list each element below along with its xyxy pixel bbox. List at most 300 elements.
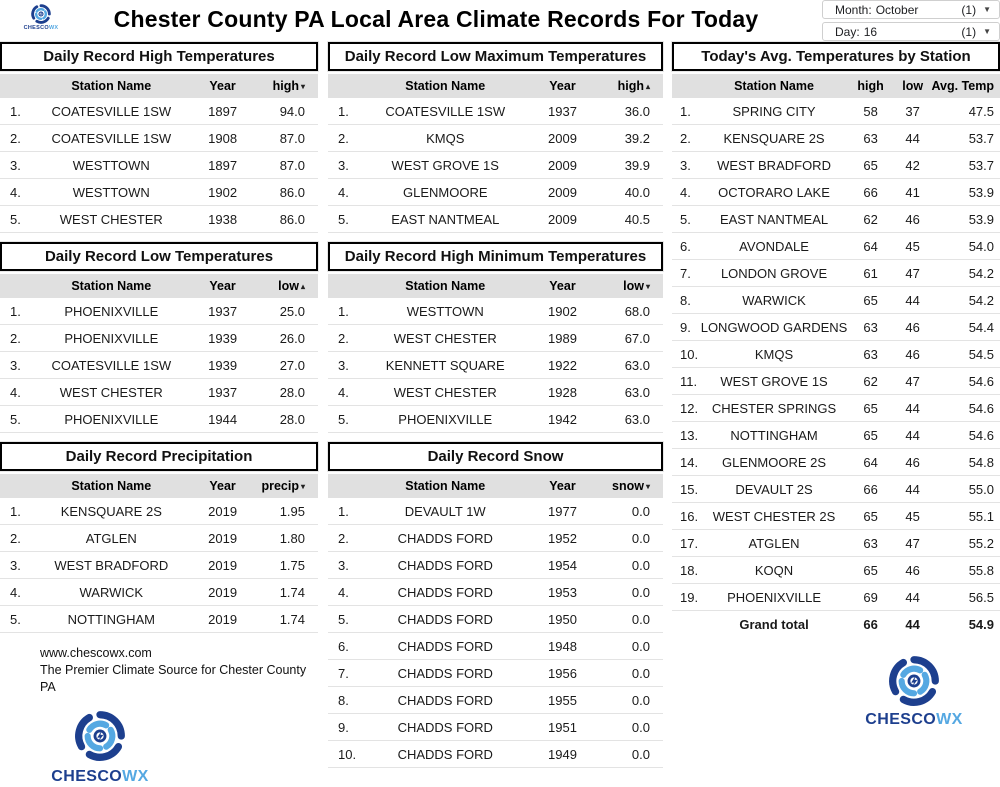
daily-record-precipitation-table [0,442,318,633]
table-cell: KENSQUARE 2S [701,125,848,152]
table-cell: 1950 [529,606,596,633]
table-cell: GLENMOORE [362,179,530,206]
table-cell: 26.0 [254,325,318,352]
day-filter-label: Day: [835,24,860,39]
table-cell: 6. [328,633,362,660]
month-filter-count: (1) [961,2,977,17]
table-cell: 44 [894,476,932,503]
table-row [328,98,663,125]
table-row [672,422,1000,449]
table-cell: 2019 [191,552,255,579]
table-cell: 5. [328,606,362,633]
table-cell: 15. [672,476,701,503]
table-cell: 3. [0,152,32,179]
table-cell: 1.74 [254,606,318,633]
column-header[interactable]: Station Name [32,474,191,498]
column-header[interactable]: high [847,74,893,98]
table-cell: 1. [672,98,701,125]
table-cell: KOQN [701,557,848,584]
table-cell: COATESVILLE 1SW [32,352,191,379]
table-cell: 28.0 [254,406,318,433]
column-header[interactable] [672,74,701,98]
table-cell: 1922 [529,352,596,379]
table-cell: 1. [0,298,32,325]
column-header[interactable]: Station Name [362,74,530,98]
table-cell: 62 [847,368,893,395]
table-cell: CHADDS FORD [362,633,530,660]
table-cell: 1977 [529,498,596,525]
table-cell: WESTTOWN [362,298,530,325]
brand-wordmark: CHESCOWX [51,767,149,785]
table-cell: CHADDS FORD [362,552,530,579]
table-cell: 6. [672,233,701,260]
table-row [328,352,663,379]
table-cell: 3. [328,552,362,579]
table-cell: 1897 [191,152,255,179]
data-table [328,474,663,768]
month-filter-label: Month: [835,2,872,17]
table-row [0,98,318,125]
column-header[interactable] [328,474,362,498]
table-cell: 1.74 [254,579,318,606]
table-row [0,298,318,325]
column-header[interactable]: high ▴ [596,74,663,98]
table-cell: 53.9 [931,206,1000,233]
column-header[interactable]: Year [529,74,596,98]
table-cell: 54.8 [931,449,1000,476]
table-title: Daily Record Snow [328,442,663,471]
month-filter-value: October [875,2,919,17]
table-cell: 46 [894,314,932,341]
table-row [672,98,1000,125]
table-cell: CHADDS FORD [362,687,530,714]
table-cell: WEST GROVE 1S [701,368,848,395]
daily-record-low-table [0,242,318,433]
table-cell: 62 [847,206,893,233]
table-cell: WEST GROVE 1S [362,152,530,179]
table-cell: 86.0 [254,206,318,233]
table-cell: 0.0 [596,714,663,741]
column-header[interactable]: Station Name [362,274,530,298]
table-cell: WEST CHESTER [362,379,530,406]
table-cell: 69 [847,584,893,611]
hurricane-swirl-icon [886,653,942,709]
month-filter-dropdown[interactable] [822,0,1000,19]
table-row [328,687,663,714]
table-cell: 2. [0,525,32,552]
table-cell: 36.0 [596,98,663,125]
table-cell: PHOENIXVILLE [701,584,848,611]
table-cell: 2009 [529,206,596,233]
sort-arrow-icon: ▾ [300,82,305,91]
table-cell: 7. [328,660,362,687]
table-cell: 0.0 [596,741,663,768]
header-row [0,474,318,498]
table-cell: 9. [672,314,701,341]
table-cell: 65 [847,395,893,422]
table-row [672,476,1000,503]
table-cell: 4. [328,379,362,406]
table-cell: 1. [328,98,362,125]
data-table [0,474,318,633]
table-cell: 47.5 [931,98,1000,125]
column-header[interactable]: Station Name [701,74,848,98]
table-row [672,314,1000,341]
table-cell: 55.2 [931,530,1000,557]
table-cell: LONDON GROVE [701,260,848,287]
data-table [0,274,318,433]
daily-record-low-max-table [328,42,663,233]
table-cell: 28.0 [254,379,318,406]
brand-wordmark: CHESCOWX [865,711,963,728]
table-cell: 47 [894,368,932,395]
table-cell: 2. [328,525,362,552]
table-cell: 54.6 [931,422,1000,449]
table-cell: 18. [672,557,701,584]
daily-record-snow-table [328,442,663,768]
column-header[interactable] [0,474,32,498]
dashboard-body [0,42,1000,787]
table-cell: 4. [672,179,701,206]
table-cell: CHADDS FORD [362,606,530,633]
table-cell: KENNETT SQUARE [362,352,530,379]
brand-wordmark: CHESCOWX [23,25,59,31]
table-cell: 2009 [529,125,596,152]
table-cell: ATGLEN [32,525,191,552]
table-cell: NOTTINGHAM [32,606,191,633]
table-cell: 65 [847,152,893,179]
table-cell: 67.0 [596,325,663,352]
table-cell: WEST BRADFORD [32,552,191,579]
table-cell: 41 [894,179,932,206]
table-row [672,179,1000,206]
sort-arrow-icon: ▴ [645,82,650,91]
table-row [328,525,663,552]
table-cell: 0.0 [596,687,663,714]
day-filter-dropdown[interactable] [822,22,1000,41]
table-cell: COATESVILLE 1SW [32,98,191,125]
table-cell: WEST CHESTER [362,325,530,352]
table-row [328,125,663,152]
header-row [672,74,1000,98]
table-cell: PHOENIXVILLE [32,325,191,352]
table-cell: 1937 [191,379,255,406]
table-cell: 1951 [529,714,596,741]
column-header[interactable]: Station Name [32,74,191,98]
table-row [0,552,318,579]
column-header[interactable]: Year [191,74,255,98]
table-row [672,557,1000,584]
table-cell: 53.7 [931,125,1000,152]
table-cell: 1897 [191,98,255,125]
table-cell: 4. [0,579,32,606]
table-cell: WEST CHESTER 2S [701,503,848,530]
table-cell: SPRING CITY [701,98,848,125]
column-header[interactable]: precip ▾ [254,474,318,498]
table-row [328,206,663,233]
column-header[interactable] [0,74,32,98]
table-cell: 64 [847,449,893,476]
table-cell: 53.9 [931,179,1000,206]
table-cell: CHADDS FORD [362,741,530,768]
table-cell: 2019 [191,525,255,552]
table-cell: 54.2 [931,260,1000,287]
table-cell: 27.0 [254,352,318,379]
table-cell: EAST NANTMEAL [701,206,848,233]
table-row [0,125,318,152]
table-cell: 40.5 [596,206,663,233]
table-title: Daily Record Low Temperatures [0,242,318,271]
table-cell: 5. [672,206,701,233]
column-header[interactable]: low [894,74,932,98]
table-cell: 39.9 [596,152,663,179]
table-cell: 5. [328,406,362,433]
day-filter-value: 16 [863,24,878,39]
table-cell: 9. [328,714,362,741]
table-cell: 5. [0,406,32,433]
table-cell: 4. [328,179,362,206]
table-cell: 3. [328,352,362,379]
sort-arrow-icon: ▴ [300,282,305,291]
sort-arrow-icon: ▾ [645,482,650,491]
column-header[interactable]: low ▾ [596,274,663,298]
table-row [672,260,1000,287]
table-row [328,179,663,206]
table-cell: 0.0 [596,552,663,579]
column-header[interactable]: Avg. Temp [931,74,1000,98]
table-cell: 2. [0,325,32,352]
table-row [328,379,663,406]
table-cell: 47 [894,530,932,557]
table-cell: KMQS [362,125,530,152]
table-cell: 8. [672,287,701,314]
table-cell: 58 [847,98,893,125]
table-cell: 40.0 [596,179,663,206]
table-cell: 1989 [529,325,596,352]
column-header[interactable]: Year [191,274,255,298]
table-cell: 64 [847,233,893,260]
table-cell: 19. [672,584,701,611]
table-row [0,525,318,552]
table-cell: 1949 [529,741,596,768]
table-cell: COATESVILLE 1SW [362,98,530,125]
table-cell: GLENMOORE 2S [701,449,848,476]
table-cell: 54.0 [931,233,1000,260]
left-column [0,42,318,787]
table-row [672,368,1000,395]
table-cell: 66 [863,616,878,632]
column-header[interactable] [328,74,362,98]
table-cell: 7. [672,260,701,287]
table-title: Daily Record Low Maximum Temperatures [328,42,663,71]
table-cell: CHESTER SPRINGS [701,395,848,422]
column-header[interactable]: snow ▾ [596,474,663,498]
table-cell: PHOENIXVILLE [32,298,191,325]
table-cell: KENSQUARE 2S [32,498,191,525]
footer-info [0,645,318,787]
table-row [328,152,663,179]
table-cell: CHADDS FORD [362,714,530,741]
table-cell: OCTORARO LAKE [701,179,848,206]
table-cell: 3. [0,352,32,379]
table-cell: 45 [894,503,932,530]
table-cell: 54.6 [931,368,1000,395]
table-cell: WARWICK [701,287,848,314]
chescowx-logo-bottom-right [854,653,974,729]
table-title: Daily Record High Temperatures [0,42,318,71]
table-cell: 1. [328,498,362,525]
table-row [672,584,1000,611]
table-cell: 45 [894,233,932,260]
header-row [0,274,318,298]
table-cell: WARWICK [32,579,191,606]
table-cell: 63 [847,125,893,152]
column-header[interactable]: Station Name [32,274,191,298]
header-row [328,74,663,98]
table-cell: 65 [847,503,893,530]
table-row [328,714,663,741]
filter-controls [822,0,1000,44]
table-cell: 65 [847,287,893,314]
chevron-down-icon: ▼ [983,26,991,36]
table-cell: 1956 [529,660,596,687]
table-cell: 4. [0,379,32,406]
table-cell: 2. [328,325,362,352]
table-cell: 10. [672,341,701,368]
table-row [0,152,318,179]
table-cell: 46 [894,449,932,476]
sort-arrow-icon: ▾ [645,282,650,291]
table-cell: 13. [672,422,701,449]
table-row [0,498,318,525]
table-cell: 25.0 [254,298,318,325]
table-cell: 2009 [529,152,596,179]
table-cell: 46 [894,557,932,584]
table-cell: WESTTOWN [32,179,191,206]
day-filter-count: (1) [961,24,977,39]
data-table [0,74,318,233]
table-cell: AVONDALE [701,233,848,260]
tagline-text: The Premier Climate Source for Chester County PA [40,662,307,694]
table-cell: 1939 [191,352,255,379]
table-row [0,579,318,606]
table-cell: 1902 [529,298,596,325]
table-row [672,152,1000,179]
table-cell: 2. [672,125,701,152]
table-cell: 86.0 [254,179,318,206]
table-row [0,379,318,406]
center-column [328,42,663,787]
table-cell: 2019 [191,498,255,525]
column-header[interactable]: high ▾ [254,74,318,98]
table-cell: 68.0 [596,298,663,325]
table-row [328,660,663,687]
table-cell: 1938 [191,206,255,233]
column-header[interactable] [328,274,362,298]
table-cell: 44 [905,616,920,632]
table-cell: 44 [894,422,932,449]
grand-total-row [672,611,1000,638]
table-cell: 1. [0,498,32,525]
chescowx-logo-bottom-left [40,708,160,787]
table-cell: 2009 [529,179,596,206]
table-cell: 0.0 [596,633,663,660]
page-title: Chester County PA Local Area Climate Records For Today [113,6,759,32]
daily-record-high-table [0,42,318,233]
table-cell: 5. [0,606,32,633]
table-cell: 11. [672,368,701,395]
table-cell: 1952 [529,525,596,552]
table-cell: 5. [328,206,362,233]
table-cell: 65 [847,557,893,584]
table-cell: DEVAULT 1W [362,498,530,525]
website-text: www.chescowx.com [40,646,152,660]
table-row [0,206,318,233]
table-cell: 63.0 [596,352,663,379]
table-cell [672,611,701,638]
table-cell: Grand total [739,616,809,632]
table-cell: 63.0 [596,406,663,433]
table-row [672,395,1000,422]
table-cell: PHOENIXVILLE [362,406,530,433]
column-header[interactable] [0,274,32,298]
table-cell: CHADDS FORD [362,579,530,606]
table-cell: 66 [847,179,893,206]
table-cell: 0.0 [596,606,663,633]
table-row [328,633,663,660]
column-header[interactable]: Year [529,474,596,498]
table-cell: 63 [847,341,893,368]
chevron-down-icon: ▼ [983,4,991,14]
table-row [0,325,318,352]
data-table [328,74,663,233]
table-cell: WEST CHESTER [32,379,191,406]
table-cell: CHADDS FORD [362,660,530,687]
column-header[interactable]: Year [529,274,596,298]
daily-record-high-min-table [328,242,663,433]
table-cell: 10. [328,741,362,768]
column-header[interactable]: low ▴ [254,274,318,298]
table-row [328,406,663,433]
table-cell: 2019 [191,606,255,633]
table-cell: 37 [894,98,932,125]
table-cell: 55.0 [931,476,1000,503]
table-cell: 16. [672,503,701,530]
table-row [328,498,663,525]
table-cell: 1. [328,298,362,325]
table-cell: WESTTOWN [32,152,191,179]
table-cell: 0.0 [596,660,663,687]
table-row [328,298,663,325]
table-cell: 1942 [529,406,596,433]
table-cell: 0.0 [596,525,663,552]
column-header[interactable]: Station Name [362,474,530,498]
table-cell: 2. [0,125,32,152]
table-cell: 46 [894,341,932,368]
table-row [672,125,1000,152]
table-cell: 2019 [191,579,255,606]
table-cell: 1953 [529,579,596,606]
column-header[interactable]: Year [191,474,255,498]
table-cell: 1955 [529,687,596,714]
table-cell: 4. [328,579,362,606]
table-row [0,352,318,379]
table-row [0,406,318,433]
table-row [672,233,1000,260]
table-title: Daily Record Precipitation [0,442,318,471]
table-cell: 1928 [529,379,596,406]
table-cell: 55.8 [931,557,1000,584]
